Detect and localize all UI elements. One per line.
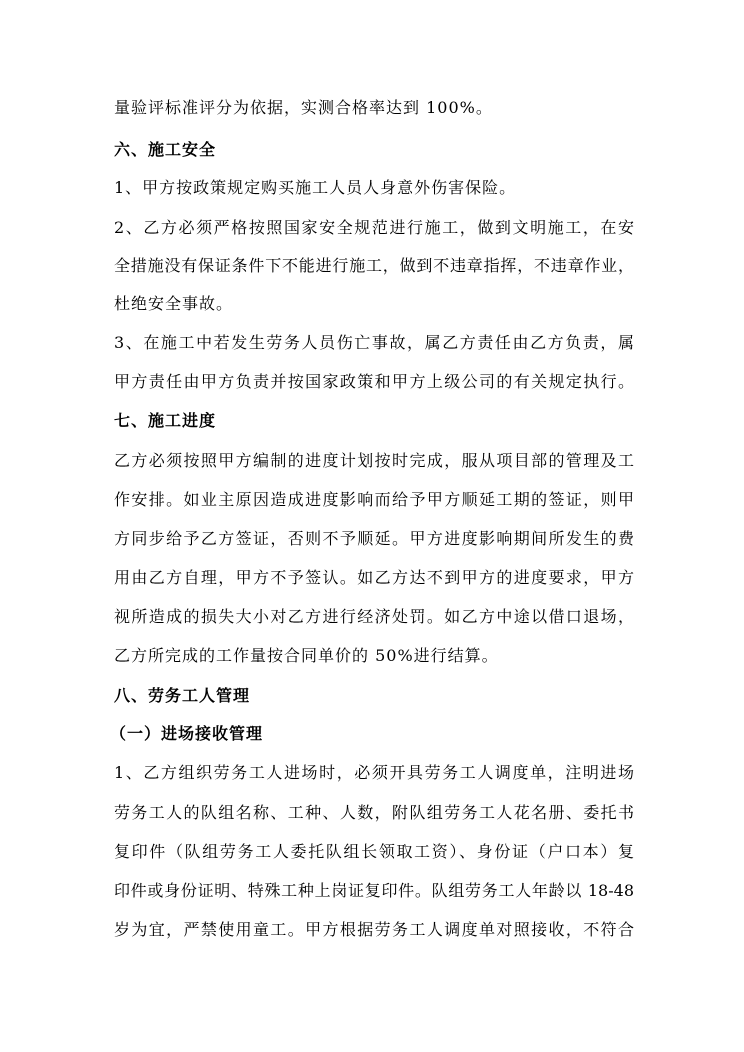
paragraph-line: 3、在施工中若发生劳务人员伤亡事故，属乙方责任由乙方负责，属 (114, 333, 634, 352)
paragraph-line: 甲方责任由甲方负责并按国家政策和甲方上级公司的有关规定执行。 (114, 372, 634, 391)
subsection-heading-entry-management: （一）进场接收管理 (110, 724, 264, 743)
section-heading-labor-management: 八、劳务工人管理 (114, 686, 251, 705)
paragraph-line: 乙方所完成的工作量按合同单价的 50%进行结算。 (114, 646, 499, 665)
section-heading-progress: 七、施工进度 (114, 411, 217, 430)
paragraph-line: 复印件（队组劳务工人委托队组长领取工资）、身份证（户口本）复 (114, 842, 634, 861)
paragraph-line: 1、乙方组织劳务工人进场时，必须开具劳务工人调度单，注明进场 (114, 763, 634, 782)
paragraph-line: 乙方必须按照甲方编制的进度计划按时完成，服从项目部的管理及工 (114, 451, 634, 470)
paragraph-line: 劳务工人的队组名称、工种、人数，附队组劳务工人花名册、委托书 (114, 803, 634, 822)
paragraph-line: 全措施没有保证条件下不能进行施工，做到不违章指挥，不违章作业， (114, 256, 634, 275)
paragraph-line: 用由乙方自理，甲方不予签认。如乙方达不到甲方的进度要求，甲方 (114, 568, 634, 587)
paragraph-line: 作安排。如业主原因造成进度影响而给予甲方顺延工期的签证，则甲 (114, 490, 634, 509)
paragraph-line: 杜绝安全事故。 (114, 294, 234, 313)
paragraph-line: 岁为宜，严禁使用童工。甲方根据劳务工人调度单对照接收，不符合 (114, 920, 634, 939)
paragraph-line: 方同步给予乙方签证，否则不予顺延。甲方进度影响期间所发生的费 (114, 529, 634, 548)
section-heading-safety: 六、施工安全 (114, 140, 217, 159)
paragraph-line: 量验评标准评分为依据，实测合格率达到 100%。 (114, 98, 493, 117)
paragraph-line: 视所造成的损失大小对乙方进行经济处罚。如乙方中途以借口退场， (114, 607, 634, 626)
paragraph-line: 2、乙方必须严格按照国家安全规范进行施工，做到文明施工，在安 (114, 218, 634, 237)
paragraph-line: 1、甲方按政策规定购买施工人员人身意外伤害保险。 (114, 178, 517, 197)
paragraph-line: 印件或身份证明、特殊工种上岗证复印件。队组劳务工人年龄以 18-48 (114, 881, 634, 900)
